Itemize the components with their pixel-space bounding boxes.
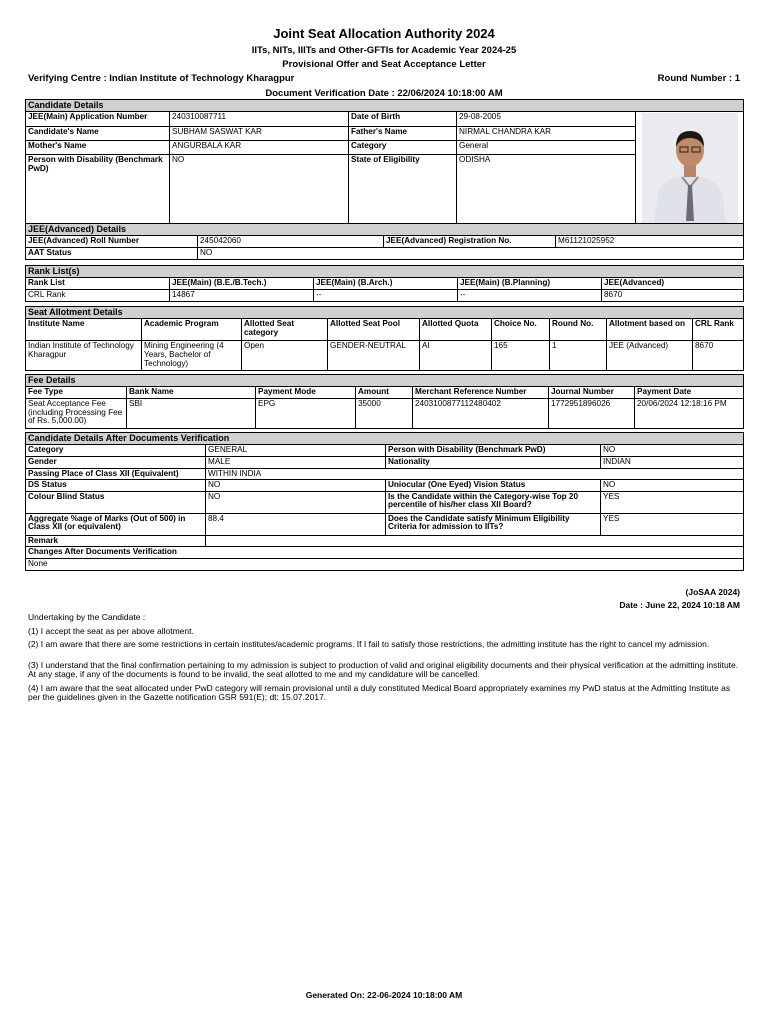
field-value: YES xyxy=(601,491,744,513)
column-header: Amount xyxy=(356,387,413,399)
letter-title: Provisional Offer and Seat Acceptance Letter xyxy=(282,59,486,70)
field-label: Candidate's Name xyxy=(26,126,170,140)
mother-name: ANGURBALA KAR xyxy=(170,141,349,155)
field-label: Colour Blind Status xyxy=(26,491,206,513)
academic-program: Mining Engineering (4 Years, Bachelor of Technology) xyxy=(142,341,242,371)
column-header: Institute Name xyxy=(26,319,142,341)
field-value: WITHIN INDIA xyxy=(206,468,744,480)
column-header: Journal Number xyxy=(549,387,635,399)
field-label: AAT Status xyxy=(26,248,198,260)
merchant-reference: 2403100877112480402 xyxy=(413,399,549,429)
section-title: Seat Allotment Details xyxy=(26,307,744,319)
advanced-registration: M61121025952 xyxy=(556,236,744,248)
column-header: Payment Date xyxy=(635,387,744,399)
photo-cell xyxy=(636,112,744,225)
column-header: Allotted Quota xyxy=(420,319,492,341)
column-header: Bank Name xyxy=(127,387,256,399)
column-header: Allotted Seat category xyxy=(242,319,328,341)
field-label: Gender xyxy=(26,457,206,469)
amount: 35000 xyxy=(356,399,413,429)
column-header: JEE(Advanced) xyxy=(602,278,744,290)
undertaking-title: Undertaking by the Candidate : xyxy=(28,612,146,622)
column-header: Payment Mode xyxy=(256,387,356,399)
field-label: Date of Birth xyxy=(349,112,457,126)
fee-type: Seat Acceptance Fee (including Processing Fee of Rs. 5,000.00) xyxy=(26,399,127,429)
undertaking-item: (4) I am aware that the seat allocated under PwD category will remain provisional until a duly constituted Medical Board appropriately examines my PwD status at the Admitting Institute as per the guidelines given in the Gazette notification GSR 591(E); dt: 15.07.2017. xyxy=(28,683,731,703)
fee-details-table xyxy=(25,374,744,429)
column-header: Fee Type xyxy=(26,387,127,399)
verifying-centre: Verifying Centre : Indian Institute of Technology Kharagpur xyxy=(28,73,295,84)
field-value: NO xyxy=(601,480,744,492)
field-value: 88.4 xyxy=(206,513,386,535)
field-label: Uniocular (One Eyed) Vision Status xyxy=(386,480,601,492)
letter-date: Date : June 22, 2024 10:18 AM xyxy=(619,600,740,610)
field-label: Father's Name xyxy=(349,126,457,140)
field-label: JEE(Main) Application Number xyxy=(26,112,170,126)
seat-pool: GENDER-NEUTRAL xyxy=(328,341,420,371)
table-cell: 14867 xyxy=(170,290,314,302)
table-cell: -- xyxy=(314,290,458,302)
table-cell: CRL Rank xyxy=(26,290,170,302)
field-label: Nationality xyxy=(386,457,601,469)
payment-mode: EPG xyxy=(256,399,356,429)
pwd-status: NO xyxy=(170,155,349,225)
candidate-photo xyxy=(642,113,738,223)
field-label: DS Status xyxy=(26,480,206,492)
field-value: NO xyxy=(206,480,386,492)
field-value: YES xyxy=(601,513,744,535)
choice-number: 165 xyxy=(492,341,550,371)
round-number: Round Number : 1 xyxy=(657,73,740,84)
table-cell: -- xyxy=(458,290,602,302)
document-title: Joint Seat Allocation Authority 2024 xyxy=(273,26,495,41)
remark-value xyxy=(206,535,744,547)
column-header: Merchant Reference Number xyxy=(413,387,549,399)
doc-verification-date: Document Verification Date : 22/06/2024 10:18:00 AM xyxy=(265,88,503,99)
field-label: Category xyxy=(349,141,457,155)
undertaking-item: (2) I am aware that there are some restrictions in certain institutes/academic programs. If I fail to satisfy those restrictions, the admitting institute has the right to cancel my admission. xyxy=(28,639,710,649)
father-name: NIRMAL CHANDRA KAR xyxy=(457,126,636,140)
column-header: JEE(Main) (B.E./B.Tech.) xyxy=(170,278,314,290)
institute-name: Indian Institute of Technology Kharagpur xyxy=(26,341,142,371)
section-title: Rank List(s) xyxy=(26,266,744,278)
after-verification-table xyxy=(25,432,744,571)
field-label: Is the Candidate within the Category-wise Top 20 percentile of his/her class XII Board? xyxy=(386,491,601,513)
allotment-basis: JEE (Advanced) xyxy=(607,341,693,371)
section-title: Fee Details xyxy=(26,375,744,387)
josaa-tag: (JoSAA 2024) xyxy=(685,587,740,597)
column-header: Allotment based on xyxy=(607,319,693,341)
field-label: Changes After Documents Verification xyxy=(26,547,744,559)
candidate-name: SUBHAM SASWAT KAR xyxy=(170,126,349,140)
undertaking-item: (3) I understand that the final confirmation pertaining to my admission is subject to production of valid and original eligibility documents and their physical verification at the admitting institute. At any stage, if any of the documents is found to be invalid, the seat allotted to me and my candidature will be cancelled. xyxy=(28,660,739,680)
column-header: Round No. xyxy=(550,319,607,341)
field-label: Mother's Name xyxy=(26,141,170,155)
field-label: Passing Place of Class XII (Equivalent) xyxy=(26,468,206,480)
round-number-cell: 1 xyxy=(550,341,607,371)
journal-number: 1772951896026 xyxy=(549,399,635,429)
field-label: Does the Candidate satisfy Minimum Eligibility Criteria for admission to IITs? xyxy=(386,513,601,535)
column-header: Choice No. xyxy=(492,319,550,341)
undertaking-item: (1) I accept the seat as per above allotment. xyxy=(28,626,194,636)
field-label: Person with Disability (Benchmark PwD) xyxy=(386,445,601,457)
state-of-eligibility: ODISHA xyxy=(457,155,636,225)
column-header: Rank List xyxy=(26,278,170,290)
field-label: State of Eligibility xyxy=(349,155,457,225)
rank-list-table xyxy=(25,265,744,302)
section-title: Candidate Details xyxy=(26,100,744,112)
field-value: MALE xyxy=(206,457,386,469)
document-subtitle: IITs, NITs, IIITs and Other-GFTIs for Academic Year 2024-25 xyxy=(251,45,517,56)
column-header: Academic Program xyxy=(142,319,242,341)
date-of-birth: 29-08-2005 xyxy=(457,112,636,126)
quota: AI xyxy=(420,341,492,371)
candidate-details-table xyxy=(25,99,744,225)
field-label: Person with Disability (Benchmark PwD) xyxy=(26,155,170,225)
category: General xyxy=(457,141,636,155)
bank-name: SBI xyxy=(127,399,256,429)
field-label: Category xyxy=(26,445,206,457)
field-label: JEE(Advanced) Roll Number xyxy=(26,236,198,248)
column-header: JEE(Main) (B.Arch.) xyxy=(314,278,458,290)
field-value: NO xyxy=(601,445,744,457)
section-title: Candidate Details After Documents Verification xyxy=(26,433,744,445)
field-label: Aggregate %age of Marks (Out of 500) in Class XII (or equivalent) xyxy=(26,513,206,535)
seat-allotment-table xyxy=(25,306,744,371)
aat-status: NO xyxy=(198,248,744,260)
column-header: CRL Rank xyxy=(693,319,744,341)
column-header: JEE(Main) (B.Planning) xyxy=(458,278,602,290)
field-value: INDIAN xyxy=(601,457,744,469)
payment-date: 20/06/2024 12:18:16 PM xyxy=(635,399,744,429)
field-value: GENERAL xyxy=(206,445,386,457)
advanced-roll-number: 245042060 xyxy=(198,236,384,248)
field-label: JEE(Advanced) Registration No. xyxy=(384,236,556,248)
generated-on: Generated On: 22-06-2024 10:18:00 AM xyxy=(305,990,463,1000)
advanced-details-table xyxy=(25,223,744,260)
seat-category: Open xyxy=(242,341,328,371)
column-header: Allotted Seat Pool xyxy=(328,319,420,341)
field-label: Remark xyxy=(26,535,206,547)
field-value: NO xyxy=(206,491,386,513)
table-cell: 8670 xyxy=(602,290,744,302)
section-title: JEE(Advanced) Details xyxy=(26,224,744,236)
changes-value: None xyxy=(26,559,744,571)
application-number: 240310087711 xyxy=(170,112,349,126)
crl-rank: 8670 xyxy=(693,341,744,371)
